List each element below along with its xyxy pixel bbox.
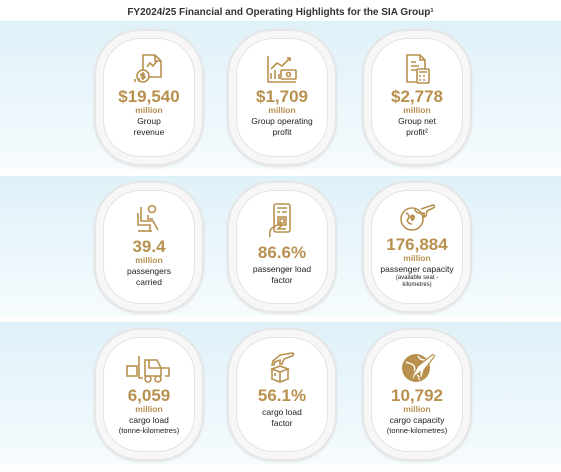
card-group-operating-profit	[227, 29, 337, 166]
card-label: Group	[137, 116, 161, 126]
card-unit: million	[403, 253, 431, 263]
card-value: $2,778	[391, 87, 443, 106]
card-value: 6,059	[127, 386, 171, 405]
page-title: FY2024/25 Financial and Operating Highlights for the SIA Group¹	[127, 7, 434, 18]
cargo-forklift-icon	[125, 352, 173, 384]
card-value: 39.4	[132, 237, 166, 256]
card-label: (tonne-kilometres)	[118, 426, 180, 435]
globe-plane-icon	[397, 201, 437, 233]
card-passenger-capacity	[362, 181, 472, 313]
card-label: revenue	[133, 127, 165, 137]
card-value: $1,709	[256, 87, 308, 106]
card-group-net-profit	[362, 29, 472, 166]
card-passenger-load-factor	[227, 181, 337, 313]
card-label: profit	[272, 127, 292, 137]
card-group-revenue	[94, 29, 204, 166]
net-profit-calculator-icon	[400, 53, 434, 85]
card-cargo-load-factor	[227, 328, 337, 461]
card-label: cargo load	[262, 407, 302, 417]
passenger-seat-icon	[132, 203, 166, 235]
card-label: carried	[136, 277, 162, 287]
card-value: 10,792	[391, 386, 443, 405]
card-passengers-carried	[94, 181, 204, 313]
card-label: factor	[271, 418, 293, 428]
card-label: passenger capacity	[380, 264, 454, 274]
money-document-icon	[132, 53, 166, 85]
globe-plane-capacity-icon	[398, 350, 436, 384]
card-label: profit²	[406, 127, 428, 137]
boarding-pass-icon	[265, 203, 299, 239]
profit-chart-icon	[265, 53, 299, 85]
card-unit: million	[403, 105, 431, 115]
card-label: passengers	[127, 266, 171, 276]
card-cargo-load	[94, 328, 204, 461]
card-value: 56.1%	[257, 386, 307, 405]
card-label: Group operating	[251, 116, 313, 126]
card-label: cargo capacity	[389, 415, 445, 425]
card-label: Group net	[398, 116, 436, 126]
card-cargo-capacity	[362, 328, 472, 461]
card-unit: million	[268, 105, 296, 115]
card-label: factor	[271, 275, 293, 285]
card-unit: million	[403, 404, 431, 414]
card-note: (available seat - kilometres)	[395, 275, 439, 288]
card-unit: million	[135, 105, 163, 115]
card-value: 86.6%	[257, 243, 307, 262]
cargo-plane-box-icon	[264, 352, 300, 384]
card-value: $19,540	[118, 87, 180, 106]
card-value: 176,884	[386, 235, 448, 254]
card-unit: million	[135, 404, 163, 414]
card-label: cargo load	[129, 415, 169, 425]
card-unit: million	[135, 255, 163, 265]
card-label: passenger load	[252, 264, 312, 274]
card-label: (tonne-kilometres)	[386, 426, 448, 435]
